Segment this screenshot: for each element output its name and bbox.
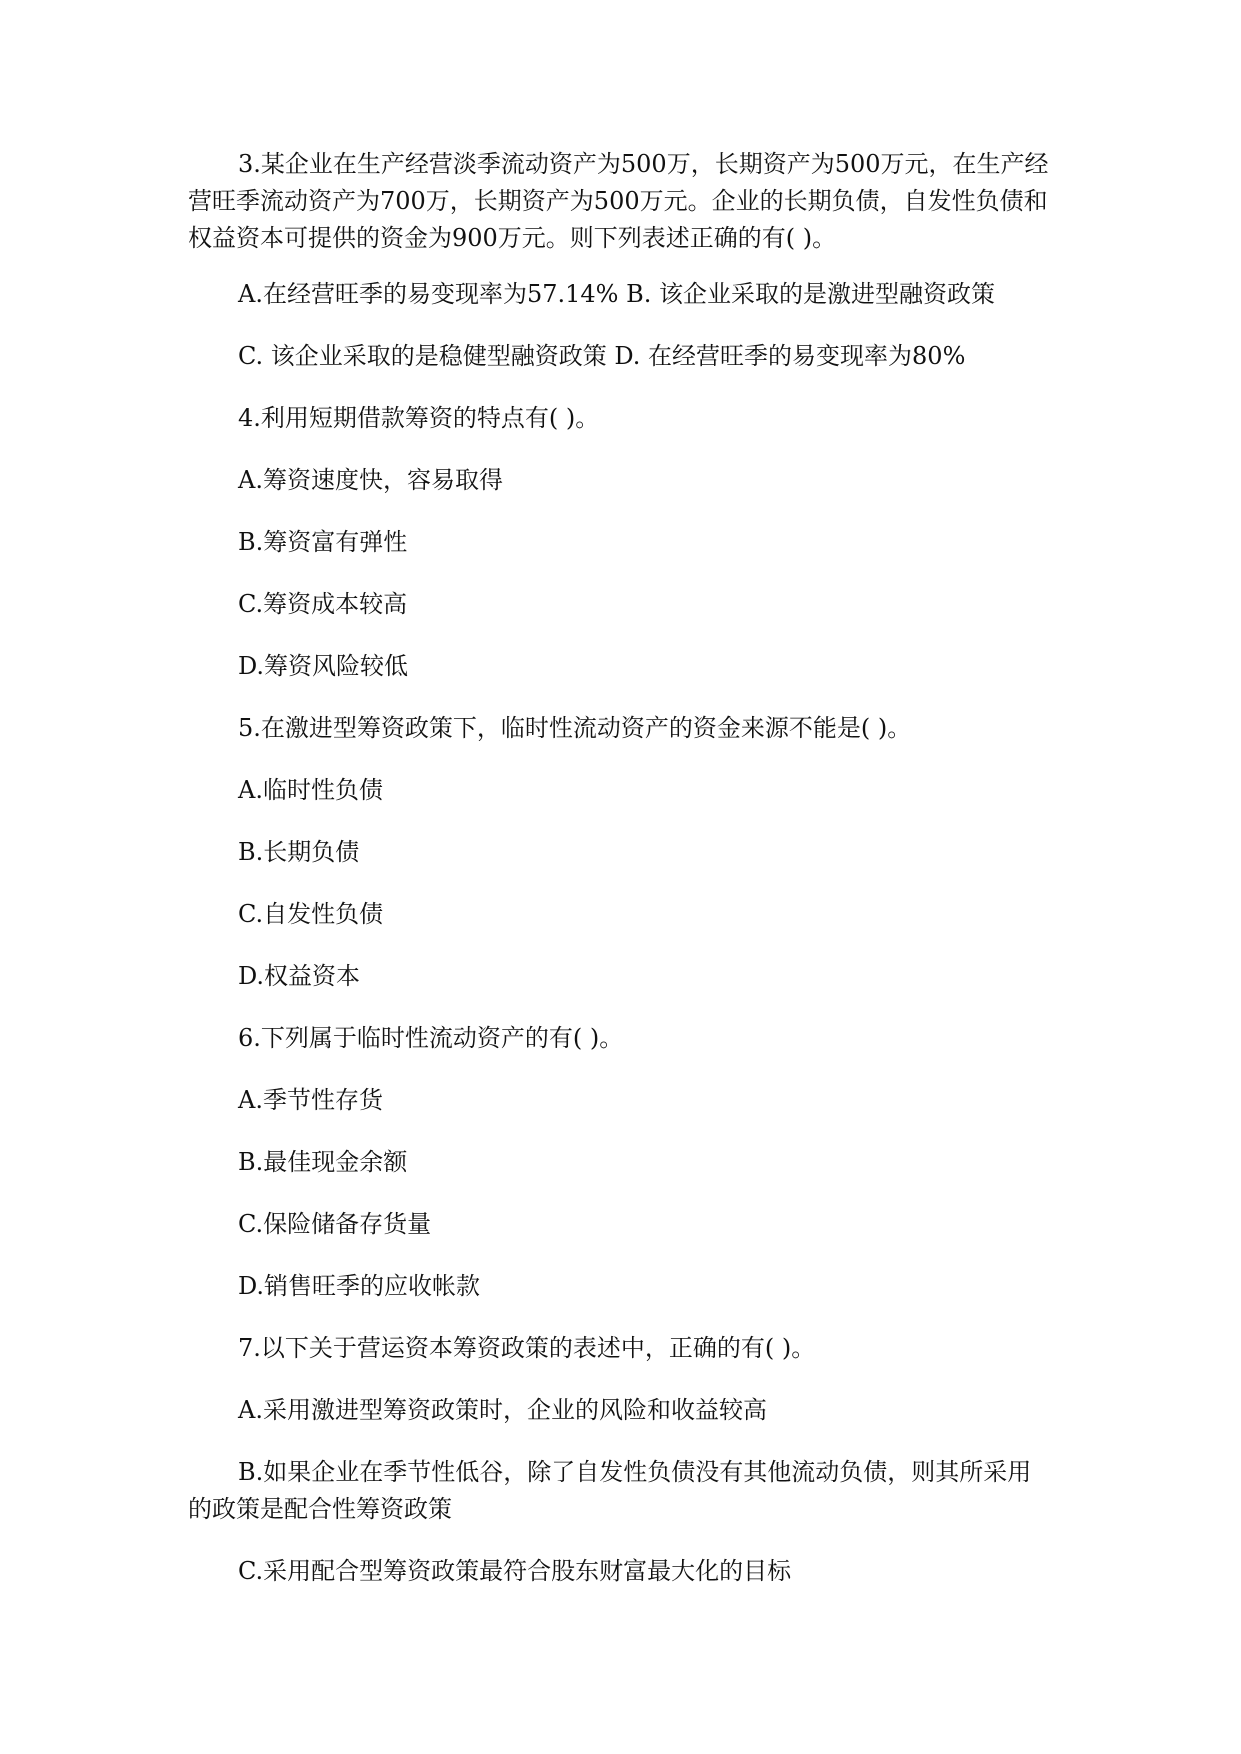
question-7-stem: 7.以下关于营运资本筹资政策的表述中，正确的有( )。 (238, 1334, 816, 1362)
question-7-option-a: A.采用激进型筹资政策时，企业的风险和收益较高 (238, 1396, 767, 1424)
question-5-option-c: C.自发性负债 (238, 900, 384, 928)
document-page (188, 146, 1054, 1615)
question-5-option-a: A.临时性负债 (238, 776, 383, 804)
question-7-option-b: B.如果企业在季节性低谷，除了自发性负债没有其他流动负债，则其所采用的政策是配合性筹资政策 (188, 1458, 1032, 1523)
question-4-option-c: C.筹资成本较高 (238, 590, 408, 618)
question-5-option-d: D.权益资本 (238, 962, 361, 990)
question-7-option-c: C.采用配合型筹资政策最符合股东财富最大化的目标 (238, 1557, 792, 1585)
question-4-option-a: A.筹资速度快，容易取得 (238, 466, 503, 494)
question-6-stem: 6.下列属于临时性流动资产的有( )。 (238, 1024, 624, 1052)
question-5-stem: 5.在激进型筹资政策下，临时性流动资产的资金来源不能是( )。 (238, 714, 912, 742)
question-4-option-d: D.筹资风险较低 (238, 652, 409, 680)
question-6-option-d: D.销售旺季的应收帐款 (238, 1272, 481, 1300)
question-6-option-b: B.最佳现金余额 (238, 1148, 408, 1176)
question-3-stem: 3.某企业在生产经营淡季流动资产为500万，长期资产为500万元，在生产经营旺季流动资产为700万，长期资产为500万元。企业的长期负债，自发性负债和权益资本可提供的资金为900万元。则下列表述正确的有( )。 (188, 150, 1049, 252)
question-6-option-a: A.季节性存货 (238, 1086, 383, 1114)
question-4-option-b: B.筹资富有弹性 (238, 528, 408, 556)
question-4-stem: 4.利用短期借款筹资的特点有( )。 (238, 404, 600, 432)
question-3-options-ab: A.在经营旺季的易变现率为57.14% B. 该企业采取的是激进型融资政策 (238, 280, 995, 308)
question-3-options-cd: C. 该企业采取的是稳健型融资政策 D. 在经营旺季的易变现率为80% (238, 342, 966, 370)
question-5-option-b: B.长期负债 (238, 838, 360, 866)
question-6-option-c: C.保险储备存货量 (238, 1210, 432, 1238)
